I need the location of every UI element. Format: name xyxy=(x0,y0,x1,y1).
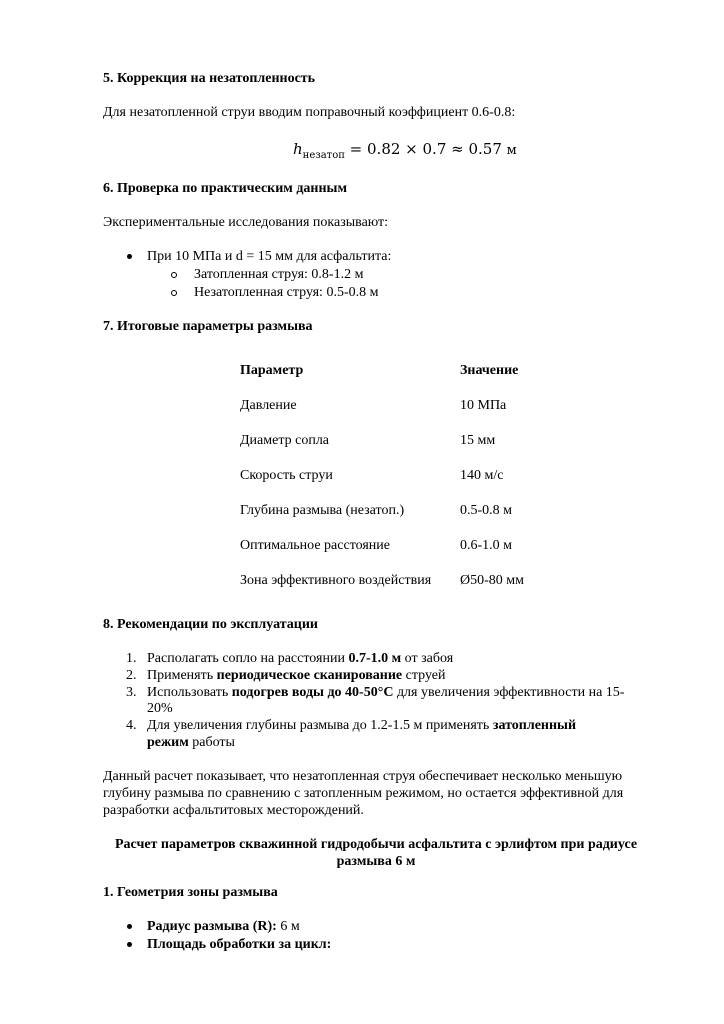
list-item: Располагать сопло на расстоянии 0.7-1.0 м от забоя xyxy=(147,651,454,666)
formula-h-nezatop xyxy=(293,141,517,160)
circle-bullet-icon xyxy=(171,290,177,296)
formula-sub: незатоп xyxy=(302,150,345,161)
section-1-bullet-2: Площадь обработки за цикл: xyxy=(147,937,332,952)
list-number: 4. xyxy=(126,718,137,733)
list-item: Применять периодическое сканирование струей xyxy=(147,668,446,683)
section-8-heading: 8. Рекомендации по эксплуатации xyxy=(103,617,318,632)
section-6-sub-2: Незатопленная струя: 0.5-0.8 м xyxy=(194,285,379,300)
section-1-bullet-1: Радиус размыва (R): 6 м xyxy=(147,919,300,934)
circle-bullet-icon xyxy=(171,272,177,278)
section-5-text: Для незатопленной струи вводим поправочный коэффициент 0.6-0.8: xyxy=(103,105,516,120)
formula-expr: = 0.82 × 0.7 ≈ 0.57 xyxy=(349,140,502,158)
table-cell-param: Скорость струи xyxy=(240,468,333,483)
bullet-icon xyxy=(127,254,132,259)
table-header-param: Параметр xyxy=(240,363,304,378)
summary-line: разработки асфальтитовых месторождений. xyxy=(103,803,364,818)
list-number: 2. xyxy=(126,668,137,683)
section-6-bullet: При 10 МПа и d = 15 мм для асфальтита: xyxy=(147,249,392,264)
list-item-cont: 20% xyxy=(147,701,173,716)
section-6-sub-1: Затопленная струя: 0.8-1.2 м xyxy=(194,267,364,282)
section-7-heading: 7. Итоговые параметры размыва xyxy=(103,319,313,334)
bullet-icon xyxy=(127,942,132,947)
section-6-heading: 6. Проверка по практическим данным xyxy=(103,181,348,196)
table-header-value: Значение xyxy=(460,363,519,378)
list-number: 3. xyxy=(126,685,137,700)
table-cell-param: Глубина размыва (незатоп.) xyxy=(240,503,405,518)
doc-title-line-2: размыва 6 м xyxy=(336,854,416,869)
table-cell-param: Диаметр сопла xyxy=(240,433,330,448)
list-item-cont: режим работы xyxy=(147,735,235,750)
table-cell-param: Зона эффективного воздействия xyxy=(240,573,432,588)
table-cell-value: 0.6-1.0 м xyxy=(460,538,513,553)
table-cell-param: Давление xyxy=(240,398,297,413)
table-cell-value: 140 м/с xyxy=(460,468,504,483)
list-item: Для увеличения глубины размыва до 1.2-1.5 м применять затопленный xyxy=(147,718,577,733)
list-item: Использовать подогрев воды до 40-50°C для увеличения эффективности на 15- xyxy=(147,685,625,700)
table-cell-value: Ø50-80 мм xyxy=(460,573,524,588)
list-number: 1. xyxy=(126,651,137,666)
section-6-text: Экспериментальные исследования показывают: xyxy=(103,215,389,230)
section-5-heading: 5. Коррекция на незатопленность xyxy=(103,71,316,86)
doc-title-line-1: Расчет параметров скважинной гидродобычи асфальтита с эрлифтом при радиусе xyxy=(114,837,638,852)
summary-line: глубину размыва по сравнению с затопленным режимом, но остается эффективной для xyxy=(103,786,624,801)
formula-unit: м xyxy=(506,143,517,158)
table-cell-value: 15 мм xyxy=(460,433,496,448)
formula-var: h xyxy=(293,140,303,158)
bullet-icon xyxy=(127,924,132,929)
table-cell-param: Оптимальное расстояние xyxy=(240,538,391,553)
table-cell-value: 10 МПа xyxy=(460,398,507,413)
section-1-heading: 1. Геометрия зоны размыва xyxy=(103,885,278,900)
table-cell-value: 0.5-0.8 м xyxy=(460,503,513,518)
summary-line: Данный расчет показывает, что незатопленная струя обеспечивает несколько меньшую xyxy=(103,769,623,784)
